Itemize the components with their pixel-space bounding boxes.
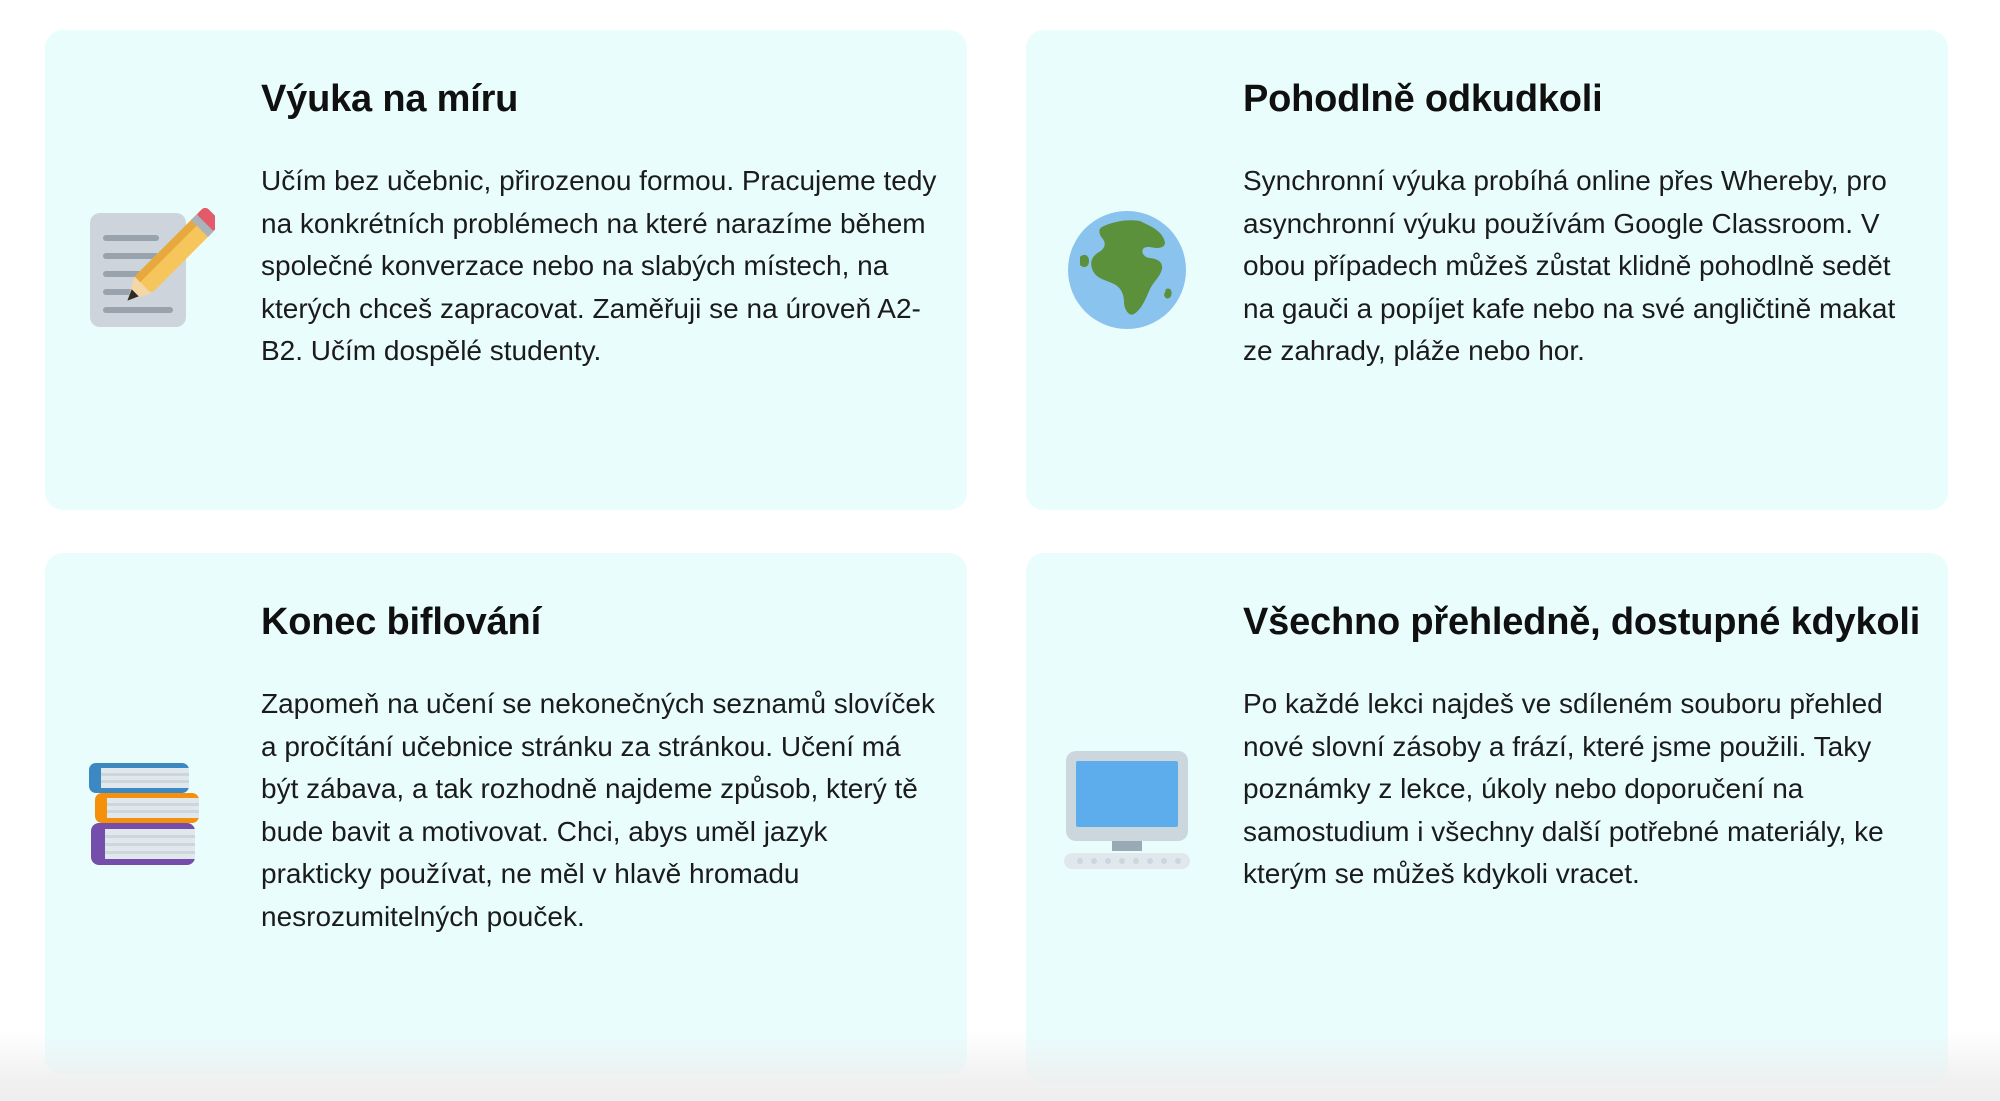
card-title: Všechno přehledně, dostupné kdykoli	[1243, 601, 1921, 643]
card-description: Učím bez učebnic, přirozenou formou. Pracujeme tedy na konkrétních problémech na které narazíme během společné konverzace nebo na slabých místech, na kterých chceš zapracovat. Zaměřuji se na úroveň A2-B2. Učím dospělé studenty.	[261, 165, 937, 367]
feature-card-organized-always-available	[1026, 553, 1948, 1083]
desktop-computer-icon	[1062, 743, 1192, 873]
card-content	[1243, 74, 1923, 373]
feature-card-no-cramming	[45, 553, 967, 1075]
card-title: Výuka na míru	[261, 78, 519, 120]
feature-card-comfortably-anywhere	[1026, 30, 1948, 510]
card-content	[261, 597, 941, 939]
card-description: Po každé lekci najdeš ve sdíleném souboru přehled nové slovní zásoby a frází, které jsme použili. Taky poznámky z lekce, úkoly nebo doporučení na samostudium i všechny další potřebné materiály, ke kterým se můžeš kdykoli vracet.	[1243, 688, 1884, 890]
card-title: Konec biflování	[261, 601, 541, 643]
card-content	[1243, 597, 1923, 896]
pencil-memo-icon	[85, 205, 215, 335]
card-title: Pohodlně odkudkoli	[1243, 78, 1603, 120]
feature-card-tailored-teaching	[45, 30, 967, 510]
books-icon	[81, 743, 211, 873]
card-content	[261, 74, 941, 373]
card-description: Zapomeň na učení se nekonečných seznamů slovíček a pročítání učebnice stránku za stránkou. Učení má být zábava, a tak rozhodně najdeme způsob, který tě bude bavit a motivovat. Chci, abys uměl jazyk prakticky používat, ne měl v hlavě hromadu nesrozumitelných pouček.	[261, 688, 935, 932]
globe-africa-europe-icon	[1062, 205, 1192, 335]
card-description: Synchronní výuka probíhá online přes Whereby, pro asynchronní výuku používám Google Classroom. V obou případech můžeš zůstat klidně pohodlně sedět na gauči a popíjet kafe nebo na své angličtině makat ze zahrady, pláže nebo hor.	[1243, 165, 1896, 367]
